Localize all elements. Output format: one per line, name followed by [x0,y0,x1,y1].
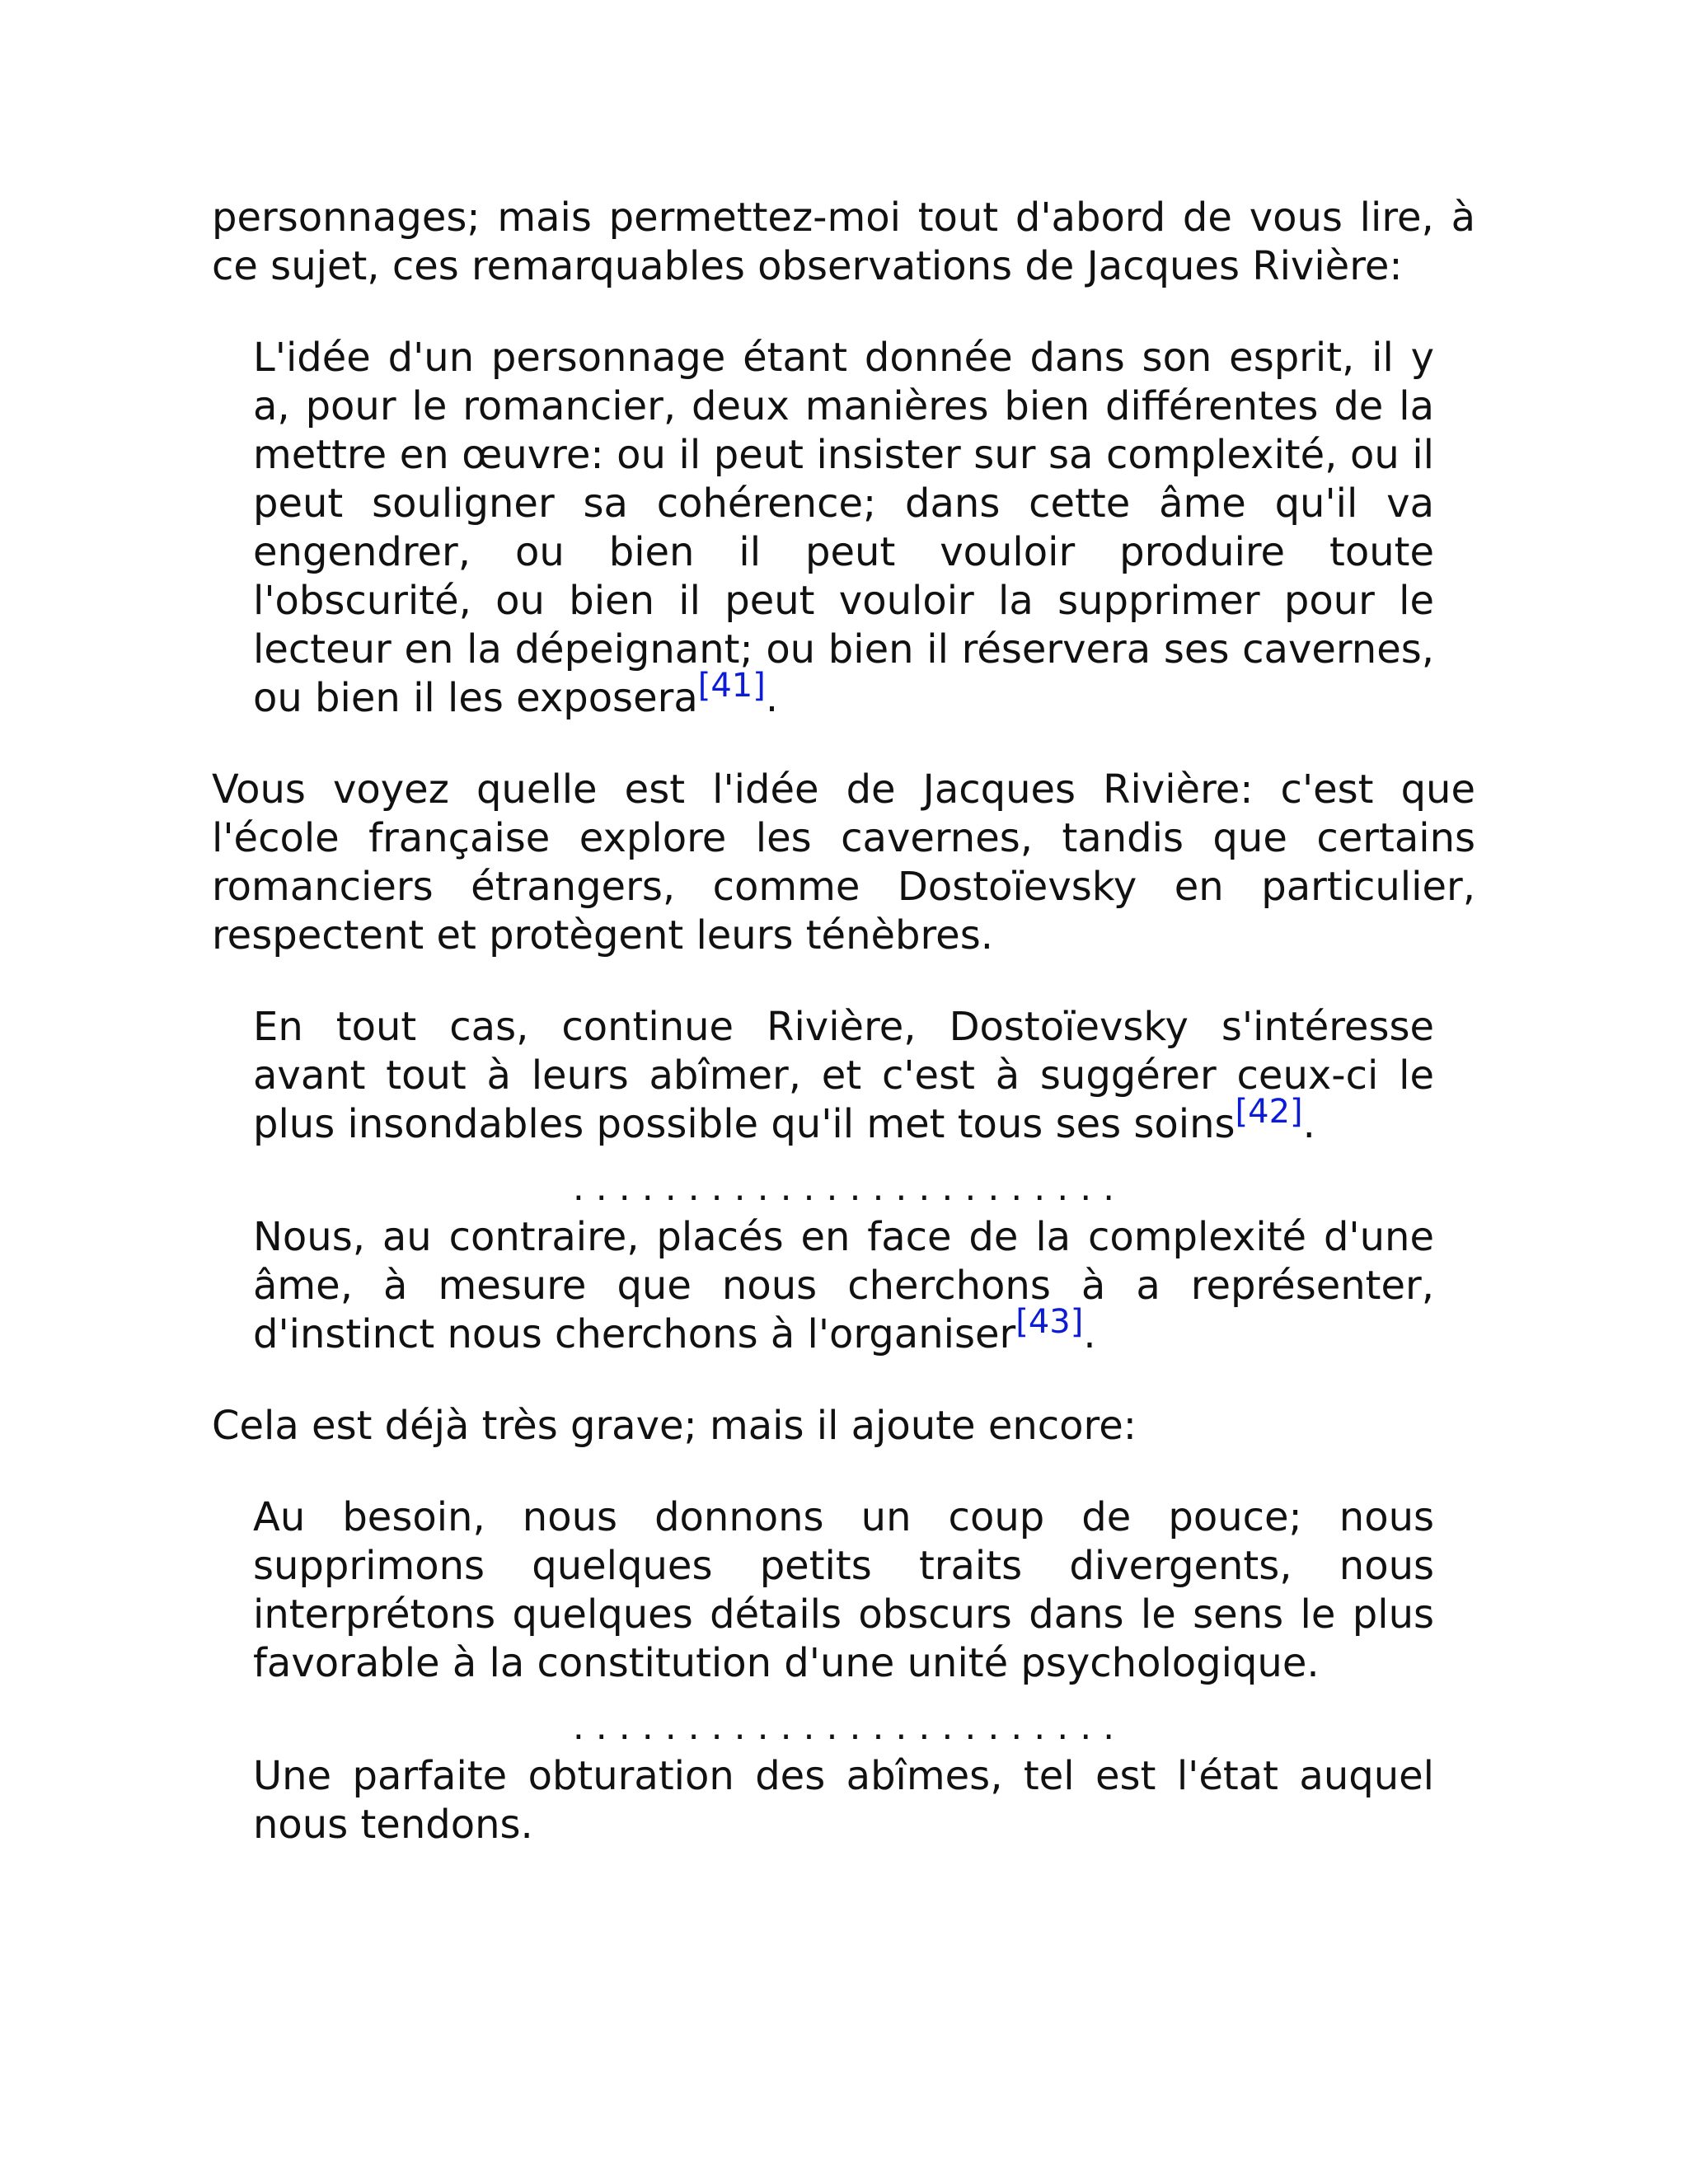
footnote-link-43[interactable]: [43] [1015,1303,1084,1341]
body-paragraph-2: Vous voyez quelle est l'idée de Jacques Rivière: c'est que l'école française explore les cavernes, tandis que certains romanciers étrangers, comme Dostoïevsky en particulier, respectent et protègent leurs ténèbres. [212,766,1475,958]
blockquote-2-text [253,1003,1434,1149]
blockquote-4-text: Au besoin, nous donnons un coup de pouce; nous supprimons quelques petits traits divergents, nous interprétons quelques détails obscurs dans le sens le plus favorable à la constitution d'une unité psychologique. [253,1494,1434,1686]
blockquote-1-text [253,334,1434,723]
ellipsis-separator-1: . . . . . . . . . . . . . . . . . . . . . . . . [572,1167,1115,1209]
body-paragraph-3: Cela est déjà très grave; mais il ajoute encore: [212,1403,1137,1449]
ellipsis-separator-2: . . . . . . . . . . . . . . . . . . . . . . . . [572,1706,1115,1748]
page-content [212,194,1475,1849]
blockquote-2-body: En tout cas, continue Rivière, Dostoïevsky s'intéresse avant tout à leurs abîmer, et c'est à suggérer ceux-ci le plus insondables possible qu'il met tous ses soins [253,1004,1434,1147]
footnote-link-42[interactable]: [42] [1235,1093,1303,1131]
blockquote-3-text [253,1213,1434,1359]
body-paragraph-1: personnages; mais permettez-moi tout d'abord de vous lire, à ce sujet, ces remarquables observations de Jacques Rivière: [212,194,1475,289]
blockquote-3-period: . [1083,1311,1096,1357]
blockquote-2 [253,1003,1434,1359]
blockquote-2-period: . [1302,1101,1315,1147]
blockquote-1-body: L'idée d'un personnage étant donnée dans son esprit, il y a, pour le romancier, deux manières bien différentes de la mettre en œuvre: ou il peut insister sur sa complexité, ou il peut souligner sa cohérence; dans cette âme qu'il va engendrer, ou bien il peut vouloir produire toute l'obscurité, ou bien il peut vouloir la supprimer pour le lecteur en la dépeignant; ou bien il réservera ses cavernes, ou bien il les exposera [253,335,1434,721]
blockquote-1 [253,334,1434,723]
footnote-link-41[interactable]: [41] [697,667,766,705]
blockquote-1-period: . [765,675,779,721]
blockquote-3-body: Nous, au contraire, placés en face de la complexité d'une âme, à mesure que nous cherchons à a représenter, d'instinct nous cherchons à l'organiser [253,1214,1434,1357]
blockquote-5-text: Une parfaite obturation des abîmes, tel est l'état auquel nous tendons. [253,1753,1434,1848]
blockquote-4 [253,1493,1434,1849]
